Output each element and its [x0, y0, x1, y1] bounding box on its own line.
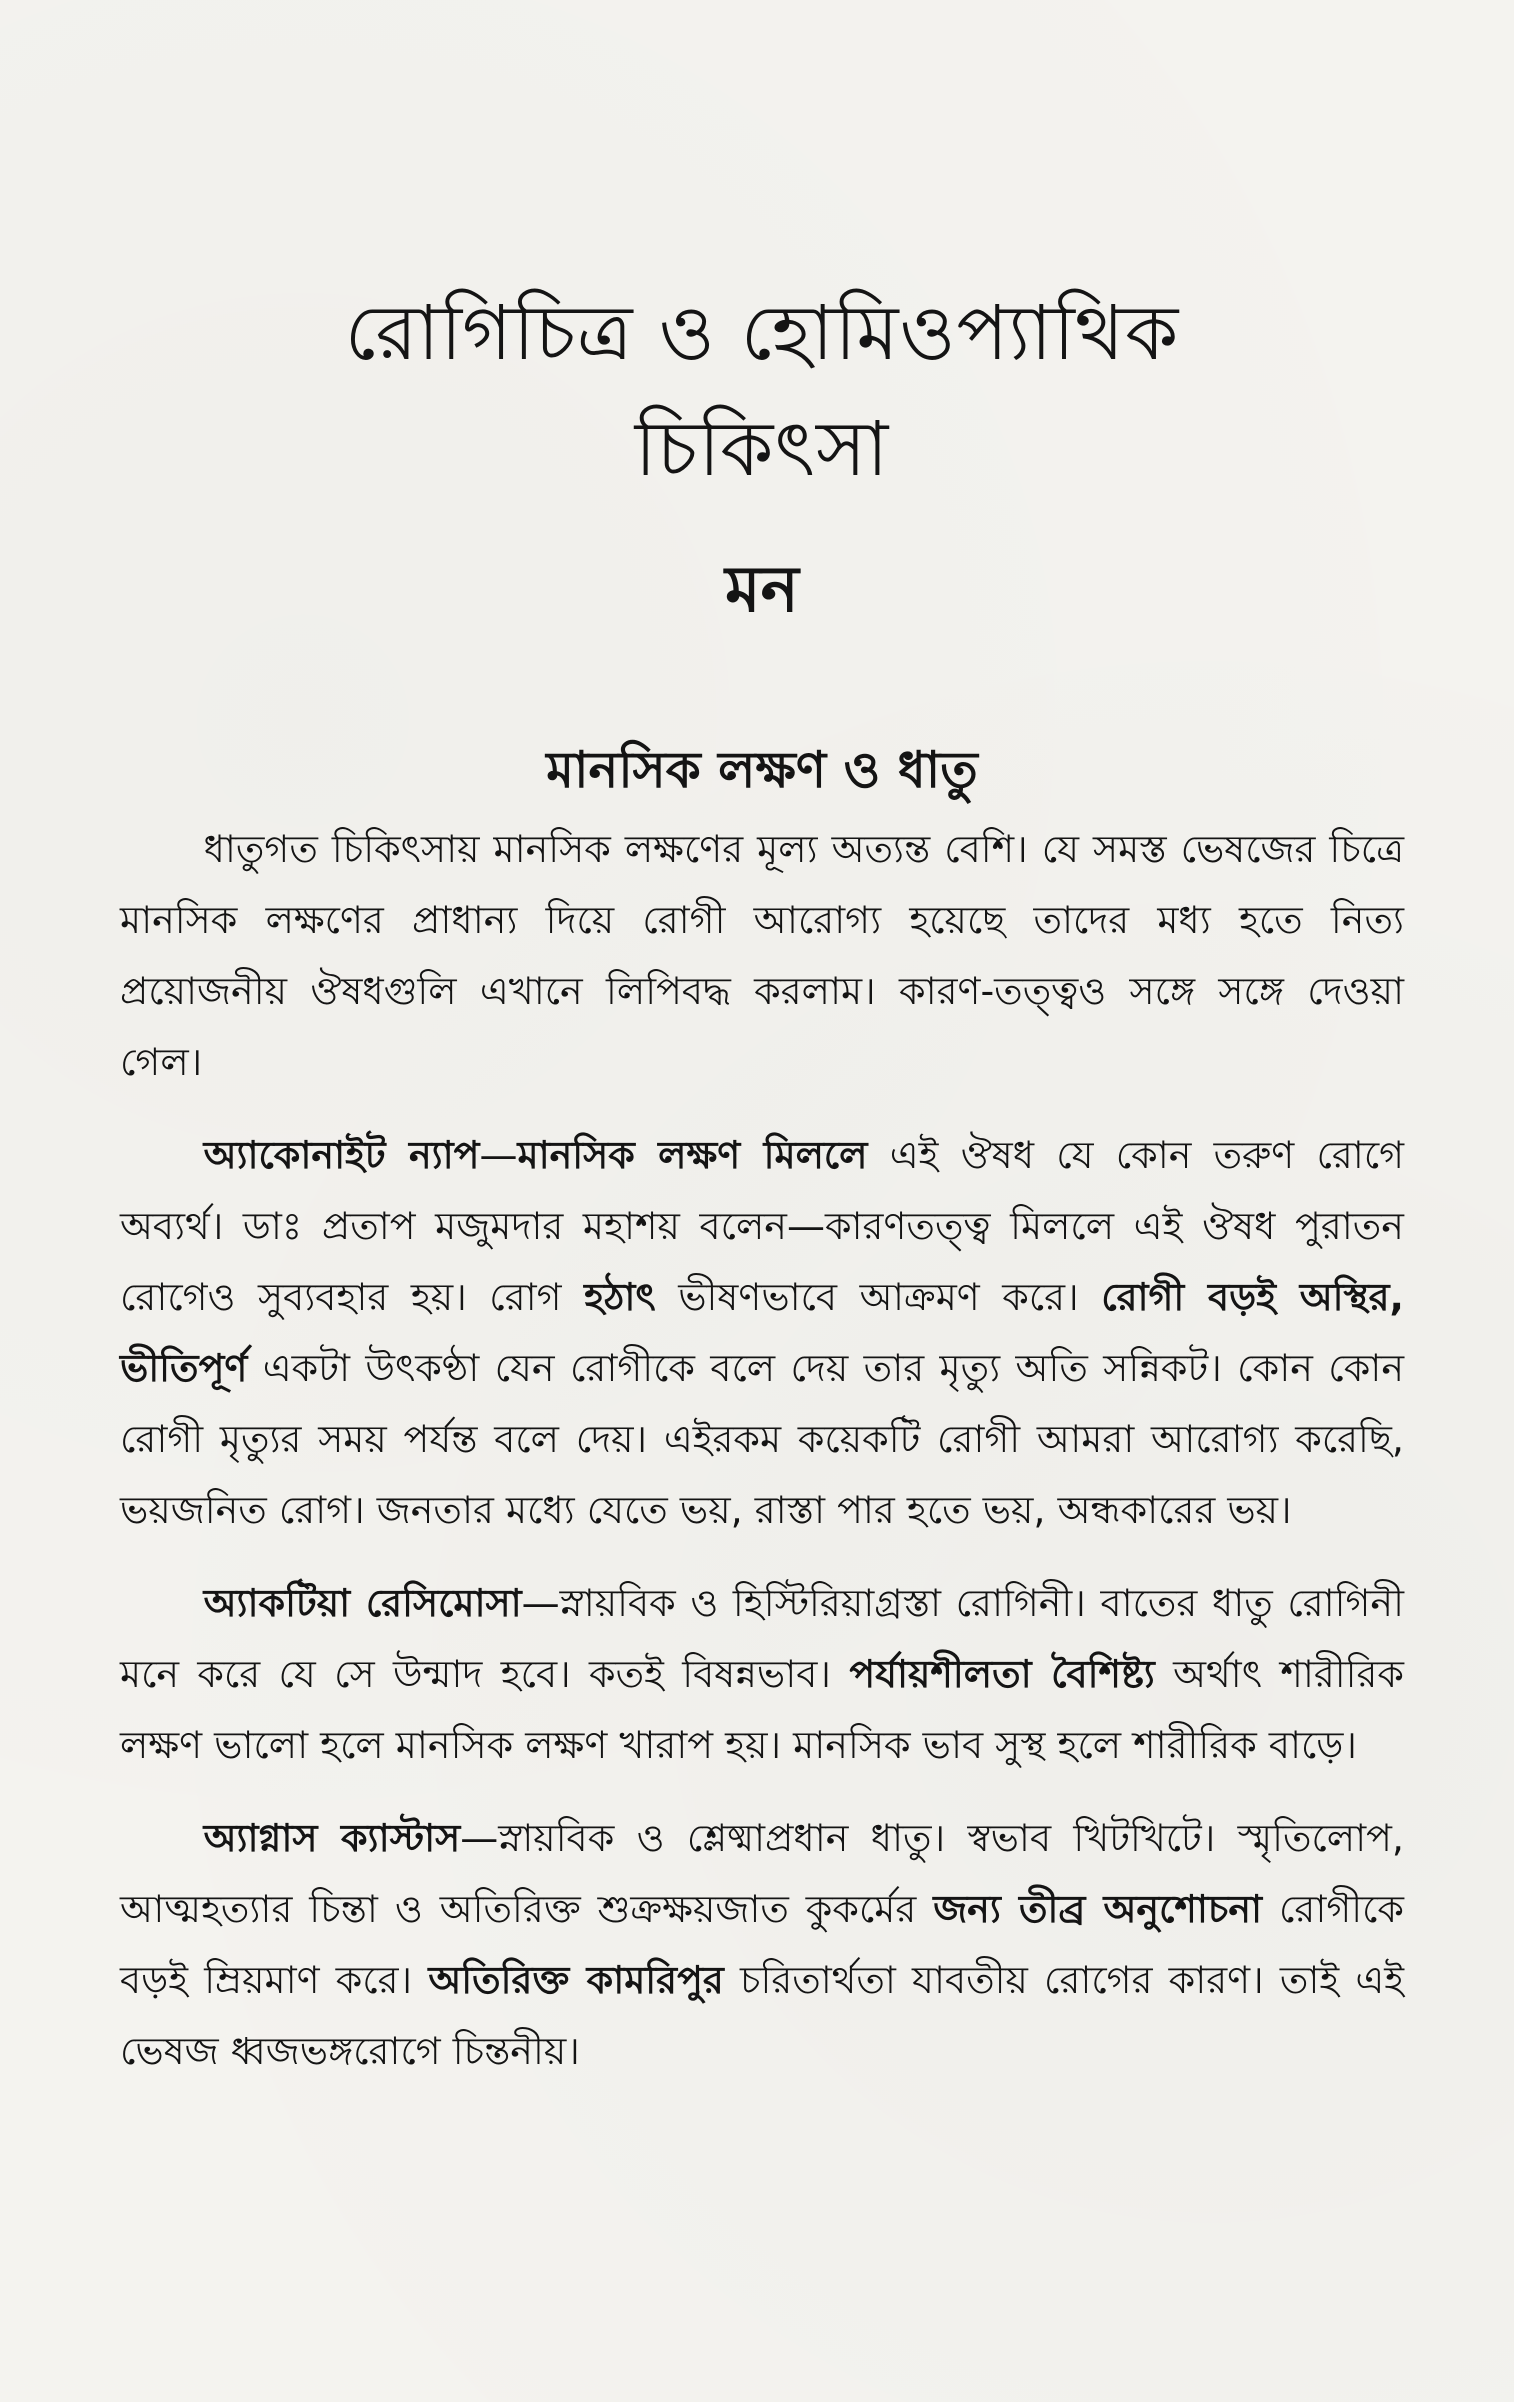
emphasis-text: মানসিক লক্ষণ মিললে	[517, 1133, 868, 1177]
remedy-paragraph-agnus	[120, 1803, 1404, 2087]
remedy-paragraph-aconite	[120, 1120, 1404, 1546]
remedy-paragraph-actaea	[120, 1568, 1404, 1781]
emphasis-text: রোগী বড়ই অস্থির, ভীতিপূর্ণ	[120, 1275, 1404, 1390]
remedy-text: রোগীকে বড়ই ম্রিয়মাণ করে।	[120, 1887, 1404, 2002]
emphasis-text: হঠাৎ	[584, 1275, 656, 1319]
remedy-text: ভীষণভাবে আক্রমণ করে।	[655, 1275, 1102, 1319]
emphasis-text: পর্যায়শীলতা বৈশিষ্ট্য	[849, 1652, 1155, 1696]
chapter-title: মন	[725, 553, 799, 627]
remedy-text: চরিতার্থতা যাবতীয় রোগের কারণ। তাই এই ভেষজ ধ্বজভঙ্গরোগে চিন্তনীয়।	[120, 1958, 1404, 2073]
remedy-text: অর্থাৎ শারীরিক লক্ষণ ভালো হলে মানসিক লক্ষণ খারাপ হয়। মানসিক ভাব সুস্থ হলে শারীরিক বাড়ে।	[120, 1652, 1404, 1767]
remedy-text: —স্নায়বিক ও শ্লেষ্মাপ্রধান ধাতু। স্বভাব খিটখিটে। স্মৃতিলোপ, আত্মহত্যার চিন্তা ও অতিরিক্ত শুক্রক্ষয়জাত কুকর্মের	[120, 1816, 1404, 1931]
remedy-text: একটা উৎকণ্ঠা যেন রোগীকে বলে দেয় তার মৃত্যু অতি সন্নিকট। কোন কোন রোগী মৃত্যুর সময় পর্যন্ত বলে দেয়। এইরকম কয়েকটি রোগী আমরা আরোগ্য করেছি, ভয়জনিত রোগ। জনতার মধ্যে যেতে ভয়, রাস্তা পার হতে ভয়, অন্ধকারের ভয়।	[120, 1346, 1404, 1532]
book-title-line-2: চিকিৎসা	[634, 404, 890, 493]
remedy-text: —স্নায়বিক ও হিস্টিরিয়াগ্রস্তা রোগিনী। বাতের ধাতু রোগিনী মনে করে যে সে উন্মাদ হবে। কতই বিষন্নভাব।	[120, 1581, 1404, 1696]
remedy-text: —	[479, 1133, 518, 1177]
intro-paragraph: ধাতুগত চিকিৎসায় মানসিক লক্ষণের মূল্য অত্যন্ত বেশি। যে সমস্ত ভেষজের চিত্রে মানসিক লক্ষণের প্রাধান্য দিয়ে রোগী আরোগ্য হয়েছে তাদের মধ্য হতে নিত্য প্রয়োজনীয় ঔষধগুলি এখানে লিপিবদ্ধ করলাম। কারণ-তত্ত্বও সঙ্গে সঙ্গে দেওয়া গেল।	[120, 827, 1404, 1084]
section-heading: মানসিক লক্ষণ ও ধাতু	[546, 741, 978, 799]
emphasis-text: জন্য তীব্র অনুশোচনা	[933, 1887, 1263, 1931]
book-title	[120, 275, 1404, 507]
remedy-name: অ্যাগ্নাস ক্যাস্টাস	[203, 1816, 461, 1860]
book-title-line-1: রোগিচিত্র ও হোমিওপ্যাথিক	[344, 288, 1180, 377]
remedy-name: অ্যাকোনাইট ন্যাপ	[203, 1133, 480, 1177]
emphasis-text: অতিরিক্ত কামরিপুর	[428, 1958, 724, 2002]
remedy-name: অ্যাকটিয়া রেসিমোসা	[203, 1581, 522, 1625]
remedy-text: এই ঔষধ যে কোন তরুণ রোগে অব্যর্থ। ডাঃ প্রতাপ মজুমদার মহাশয় বলেন—কারণতত্ত্ব মিললে এই ঔষধ পুরাতন রোগেও সুব্যবহার হয়। রোগ	[120, 1133, 1404, 1319]
